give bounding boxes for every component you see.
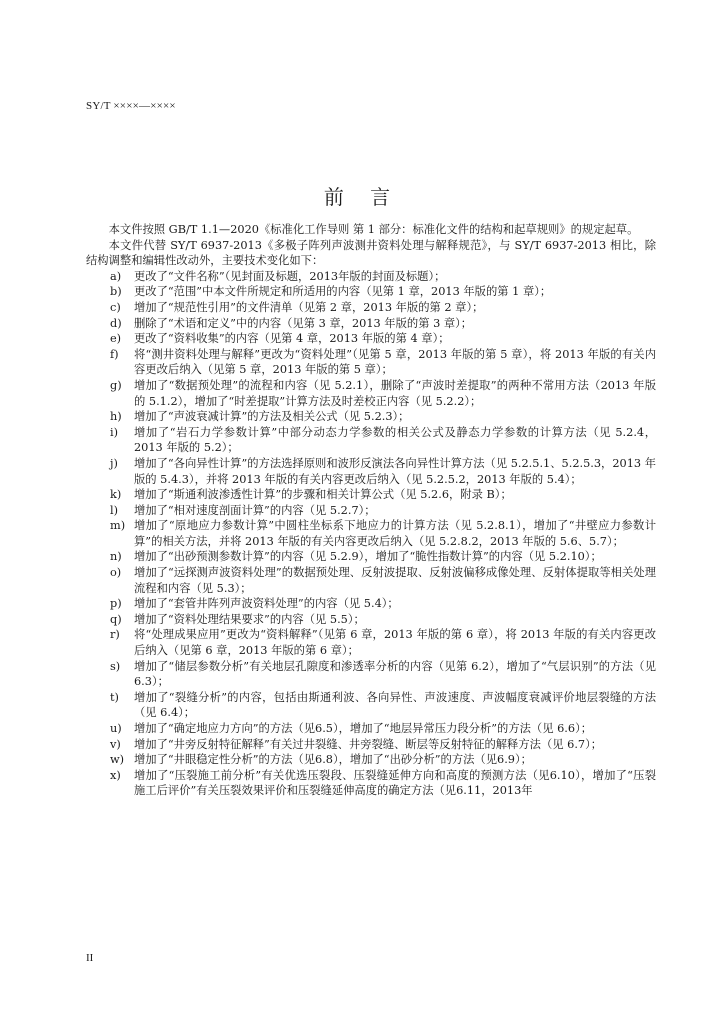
list-item-letter: e)	[110, 332, 122, 346]
list-item-text: 增加了“出砂预测参数计算”的内容（见 5.2.9），增加了“脆性指数计算”的内容（见 5.2.10）；	[134, 550, 602, 564]
list-item-letter: v)	[110, 737, 121, 751]
list-item-letter: p)	[110, 597, 122, 611]
list-item	[86, 627, 656, 658]
replacement-paragraph: 本文件代替 SY/T 6937-2013《多极子阵列声波测井资料处理与解释规范》，与 SY/T 6937-2013 相比，除结构调整和编辑性改动外，主要技术变化如下：	[86, 238, 656, 268]
list-item	[86, 565, 656, 596]
list-item-letter: m)	[110, 519, 126, 533]
list-item-letter: a)	[110, 269, 122, 283]
list-item-letter: s)	[110, 659, 121, 673]
list-item	[86, 487, 656, 503]
list-item-text: 增加了“规范性引用”的文件清单（见第 2 章，2013 年版的第 2 章）；	[134, 300, 484, 314]
list-item-letter: u)	[110, 722, 122, 735]
list-item	[86, 612, 656, 628]
list-item-text: 更改了“资料收集”的内容（见第 4 章，2013 年版的第 4 章）；	[134, 332, 450, 346]
technical-changes-list	[86, 269, 656, 799]
list-item	[86, 737, 656, 753]
list-item	[86, 768, 656, 799]
list-item-letter: w)	[110, 753, 125, 767]
list-item-letter: l)	[110, 503, 119, 517]
page-title: 前 言	[323, 185, 401, 210]
list-item	[86, 752, 656, 768]
list-item-text: 增加了“数据预处理”的流程和内容（见 5.2.1），删除了“声波时差提取”的两种不常用方法（2013 年版的 5.1.2），增加了“时差提取”计算方法及时差校正内容（见 5.2.2）；	[134, 378, 656, 408]
list-item	[86, 409, 656, 425]
list-item	[86, 284, 656, 300]
list-item	[86, 690, 656, 721]
list-item	[86, 659, 656, 690]
list-item-text: 增加了“裂缝分析”的内容，包括由斯通利波、各向异性、声波速度、声波幅度衰减评价地层裂缝的方法（见 6.4）；	[134, 690, 656, 720]
list-item-letter: f)	[110, 347, 119, 361]
page-number: II	[86, 952, 94, 964]
list-item-letter: k)	[110, 488, 122, 502]
list-item	[86, 347, 656, 378]
list-item-text: 增加了“声波衰减计算”的方法及相关公式（见 5.2.3）；	[134, 410, 410, 424]
list-item-letter: b)	[110, 285, 122, 299]
list-item-text: 增加了“原地应力参数计算”中圆柱坐标系下地应力的计算方法（见 5.2.8.1），增加了“井壁应力参数计算”的相关方法，并将 2013 年版的有关内容更改后纳入（见 5.2.8.2，2013 年版的 5.6、5.7）；	[134, 519, 656, 548]
list-item-text: 将“处理成果应用”更改为“资料解释”（见第 6 章，2013 年版的第 6 章），将 2013 年版的有关内容更改后纳入（见第 6 章，2013 年版的第 6 章）；	[134, 628, 656, 658]
list-item	[86, 300, 656, 316]
list-item-text: 更改了“范围”中本文件所规定和所适用的内容（见第 1 章，2013 年版的第 1 章）；	[134, 285, 552, 299]
list-item-text: 增加了“斯通利波渗透性计算”的步骤和相关计算公式（见 5.2.6，附录 B）；	[134, 488, 512, 502]
list-item-text: 增加了“井眼稳定性分析”的方法（见6.8），增加了“出砂分析”的方法（见6.9）；	[134, 753, 532, 767]
list-item-letter: r)	[110, 628, 120, 642]
list-item-letter: c)	[110, 300, 121, 314]
list-item-text: 增加了“井旁反射特征解释”有关过井裂缝、井旁裂缝、断层等反射特征的解释方法（见 6.7）；	[134, 737, 603, 751]
document-body	[86, 222, 656, 799]
list-item-letter: n)	[110, 550, 122, 564]
list-item-text: 增加了“确定地应力方向”的方法（见6.5），增加了“地层异常压力段分析”的方法（见 6.6）；	[134, 722, 593, 735]
list-item-text: 增加了“压裂施工前分析”有关优选压裂段、压裂缝延伸方向和高度的预测方法（见6.10），增加了“压裂施工后评价”有关压裂效果评价和压裂缝延伸高度的确定方法（见6.11，2013年	[134, 768, 656, 798]
list-item-letter: i)	[110, 425, 119, 439]
list-item	[86, 331, 656, 347]
list-item-text: 增加了“套管井阵列声波资料处理”的内容（见 5.4）；	[134, 597, 399, 611]
list-item-letter: t)	[110, 690, 119, 704]
list-item-letter: d)	[110, 316, 122, 330]
list-item-text: 删除了“术语和定义”中的内容（见第 3 章，2013 年版的第 3 章）；	[134, 316, 473, 330]
intro-paragraph: 本文件按照 GB/T 1.1—2020《标准化工作导则 第 1 部分：标准化文件的结构和起草规则》的规定起草。	[108, 223, 639, 236]
list-item-letter: q)	[110, 612, 122, 626]
list-item-letter: j)	[110, 456, 118, 470]
list-item	[86, 456, 656, 487]
list-item-text: 增加了“相对速度剖面计算”的内容（见 5.2.7）；	[134, 503, 376, 517]
list-item	[86, 378, 656, 409]
list-item-text: 增加了“各向异性计算”的方法选择原则和波形反演法各向异性计算方法（见 5.2.5.1、5.2.5.3，2013 年版的 5.4.3），并将 2013 年版的有关内容更改后纳入（见 5.2.5.2，2013 年版的 5.4）；	[134, 456, 656, 486]
list-item	[86, 518, 656, 549]
list-item	[86, 269, 656, 285]
list-item	[86, 425, 656, 456]
list-item	[86, 316, 656, 332]
list-item-letter: x)	[110, 768, 121, 782]
list-item-letter: g)	[110, 378, 122, 392]
list-item	[86, 721, 656, 737]
list-item-text: 更改了“文件名称”（见封面及标题，2013年版的封面及标题）；	[134, 269, 446, 283]
standard-code: SY/T ××××—××××	[86, 100, 176, 112]
list-item	[86, 549, 656, 565]
list-item-text: 增加了“资料处理结果要求”的内容（见 5.5）；	[134, 612, 365, 626]
list-item-text: 增加了“远探测声波资料处理”的数据预处理、反射波提取、反射波偏移成像处理、反射体提取等相关处理流程和内容（见 5.3）；	[134, 566, 656, 595]
list-item	[86, 503, 656, 519]
list-item-letter: o)	[110, 566, 122, 580]
list-item-text: 将“测井资料处理与解释”更改为“资料处理”（见第 5 章，2013 年版的第 5 章），将 2013 年版的有关内容更改后纳入（见第 5 章，2013 年版的第 5 章）；	[134, 347, 656, 377]
list-item-letter: h)	[110, 410, 122, 424]
list-item	[86, 596, 656, 612]
list-item-text: 增加了“岩石力学参数计算”中部分动态力学参数的相关公式及静态力学参数的计算方法（见 5.2.4，2013 年版的 5.2）；	[134, 425, 656, 455]
list-item-text: 增加了“储层参数分析”有关地层孔隙度和渗透率分析的内容（见第 6.2），增加了“气层识别”的方法（见 6.3）；	[134, 659, 656, 689]
